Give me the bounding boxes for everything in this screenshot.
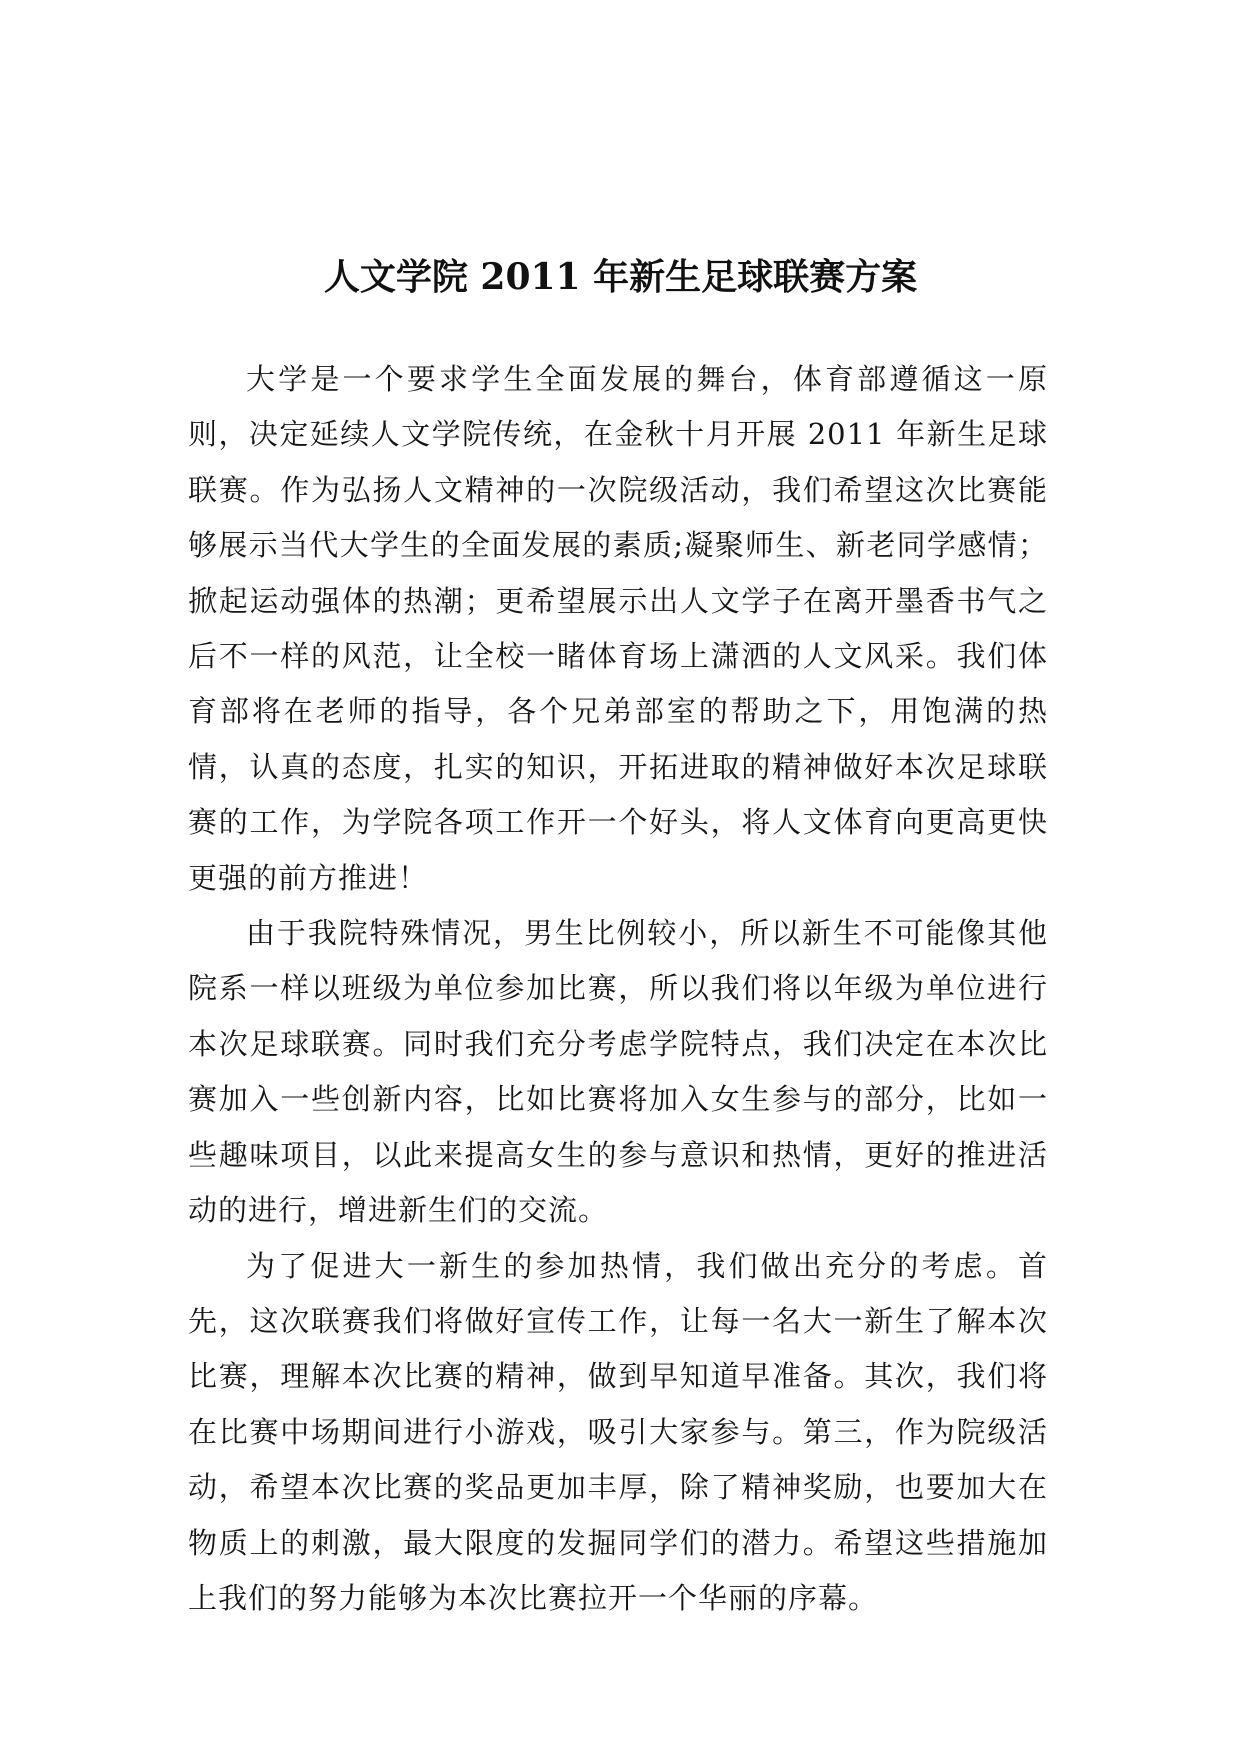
paragraph-measures: 为了促进大一新生的参加热情，我们做出充分的考虑。首先，这次联赛我们将做好宣传工作，让每一名大一新生了解本次比赛，理解本次比赛的精神，做到早知道早准备。其次，我们将在比赛中场期间进行小游戏，吸引大家参与。第三，作为院级活动，希望本次比赛的奖品更加丰厚，除了精神奖励，也要加大在物质上的刺激，最大限度的发掘同学们的潜力。希望这些措施加上我们的努力能够为本次比赛拉开一个华丽的序幕。 <box>188 1248 1048 1615</box>
paragraph-intro: 大学是一个要求学生全面发展的舞台，体育部遵循这一原则，决定延续人文学院传统，在金秋十月开展 2011 年新生足球联赛。作为弘扬人文精神的一次院级活动，我们希望这次比赛能够展示当代大学生的全面发展的素质;凝聚师生、新老同学感情；掀起运动强体的热潮；更希望展示出人文学子在离开墨香书气之后不一样的风范，让全校一睹体育场上潇洒的人文风采。我们体育部将在老师的指导，各个兄弟部室的帮助之下，用饱满的热情，认真的态度，扎实的知识，开拓进取的精神做好本次足球联赛的工作，为学院各项工作开一个好头，将人文体育向更高更快更强的前方推进！ <box>188 362 1048 895</box>
document-title: 人文学院 2011 年新生足球联赛方案 <box>323 256 918 299</box>
paragraph-format: 由于我院特殊情况，男生比例较小，所以新生不可能像其他院系一样以班级为单位参加比赛，所以我们将以年级为单位进行本次足球联赛。同时我们充分考虑学院特点，我们决定在本次比赛加入一些创新内容，比如比赛将加入女生参与的部分，比如一些趣味项目，以此来提高女生的参与意识和热情，更好的推进活动的进行，增进新生们的交流。 <box>188 916 1048 1228</box>
document-body <box>188 352 1048 1626</box>
